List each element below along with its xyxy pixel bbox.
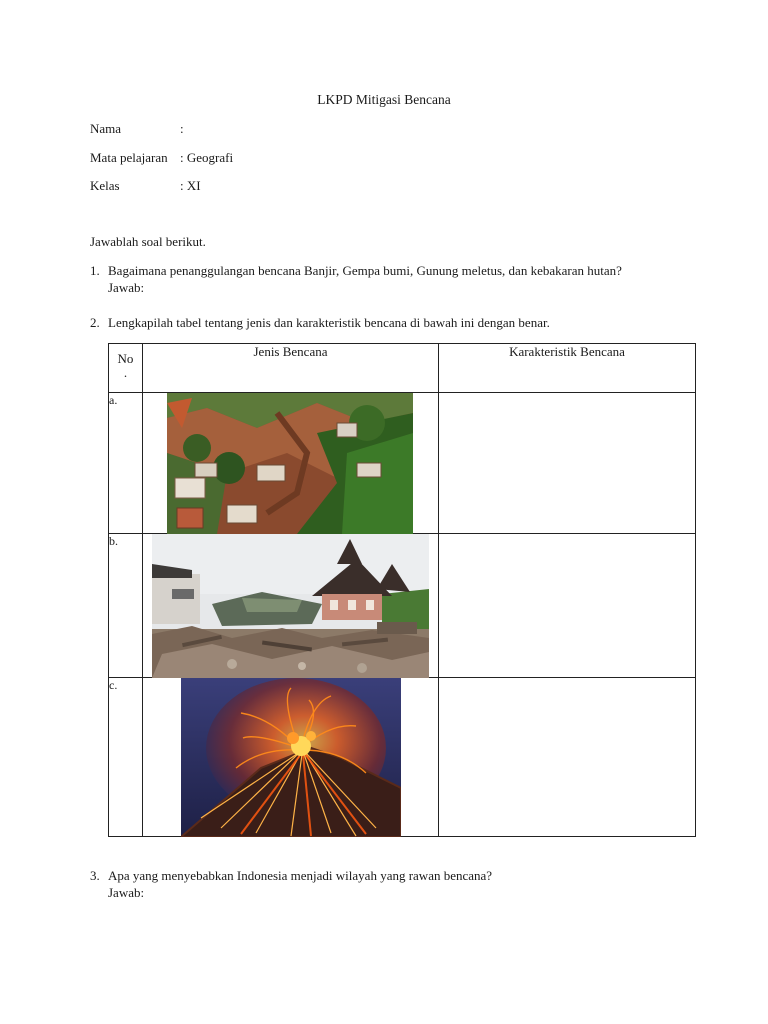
karakteristik-cell[interactable] xyxy=(439,678,696,837)
jenis-cell xyxy=(143,678,439,837)
question-text: Lengkapilah tabel tentang jenis dan karakteristik bencana di bawah ini dengan benar. xyxy=(108,315,550,330)
answer-label: Jawab: xyxy=(108,885,145,900)
field-value: : Geografi xyxy=(180,150,234,165)
question-number: 1. xyxy=(90,263,100,278)
jenis-cell xyxy=(143,534,439,678)
answer-label: Jawab: xyxy=(108,280,145,295)
question-text: Bagaimana penanggulangan bencana Banjir, Gempa bumi, Gunung meletus, dan kebakaran hutan? xyxy=(108,263,622,278)
field-value: : XI xyxy=(180,178,201,193)
page-title: LKPD Mitigasi Bencana xyxy=(317,92,451,107)
table-row xyxy=(109,393,696,534)
instruction-text: Jawablah soal berikut. xyxy=(90,234,206,249)
header-jenis-bencana: Jenis Bencana xyxy=(143,344,439,393)
header-karakteristik-bencana: Karakteristik Bencana xyxy=(439,344,696,393)
field-label: Kelas xyxy=(90,178,120,193)
question-text: Apa yang menyebabkan Indonesia menjadi wilayah yang rawan bencana? xyxy=(108,868,493,883)
disaster-table xyxy=(108,343,696,837)
jenis-cell xyxy=(143,393,439,534)
karakteristik-cell[interactable] xyxy=(439,393,696,534)
row-letter: a. xyxy=(109,393,143,534)
table-row xyxy=(109,534,696,678)
question-number: 3. xyxy=(90,868,100,883)
header-no-label: No xyxy=(117,351,134,366)
volcano-eruption-photo xyxy=(181,678,401,837)
landslide-photo xyxy=(167,393,413,534)
earthquake-damage-photo xyxy=(152,534,429,678)
table-row xyxy=(109,678,696,837)
karakteristik-cell[interactable] xyxy=(439,534,696,678)
row-letter: b. xyxy=(109,534,143,678)
table-header-row xyxy=(109,344,696,393)
header-no xyxy=(109,344,143,393)
header-no-dot: . xyxy=(123,365,128,380)
row-letter: c. xyxy=(109,678,143,837)
question-number: 2. xyxy=(90,315,100,330)
field-value: : xyxy=(180,121,184,136)
field-label: Mata pelajaran xyxy=(90,150,168,165)
field-label: Nama xyxy=(90,121,122,136)
